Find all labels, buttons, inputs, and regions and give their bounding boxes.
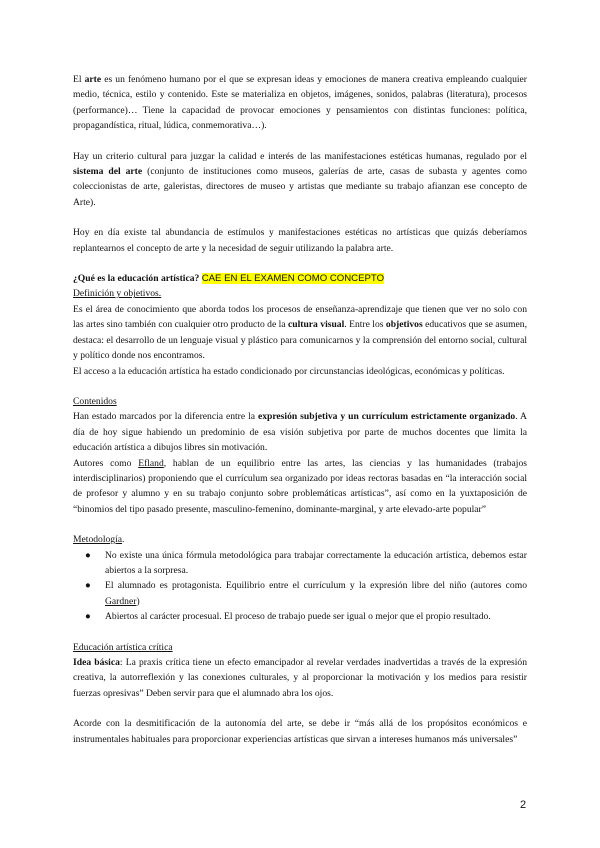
paragraph-idea-basica — [73, 655, 527, 701]
paragraph-arte — [73, 72, 527, 134]
page-number: 2 — [520, 799, 527, 811]
paragraph-hoy: Hoy en día existe tal abundancia de estímulos y manifestaciones estéticas no artísticas que quizás deberíamos replantearnos el concepto de arte y la necesidad de seguir utilizando la palabra arte. — [73, 227, 527, 254]
text: El — [73, 74, 85, 85]
text: es un fenómeno humano por el que se expresan ideas y emociones de manera creativa empleando cualquier medio, técnica, estilo y contenido. Este se materializa en objetos, imágenes, sonidos, palabras (literatura), procesos (performance)… Tiene la capacidad de provocar emociones y pensamientos con distintas funciones: política, propagandística, ritual, lúdica, conmemorativa…). — [73, 74, 527, 132]
text: educativos que se asumen, destaca: el desarrollo de un lenguaje visual y plástico para comunicarnos y la comprensión del entorno social, cultural y político donde nos encontramos. — [73, 319, 527, 362]
highlight-note: CAE EN EL EXAMEN COMO CONCEPTO — [201, 273, 385, 285]
bold-term: sistema del arte — [73, 166, 143, 178]
paragraph-criterio — [73, 149, 527, 211]
text: Autores como — [73, 457, 139, 469]
subheading-text: Metodología — [73, 534, 123, 546]
list-item — [85, 548, 527, 579]
bullet-icon: ● — [85, 549, 91, 561]
text: El alumnado es protagonista. Equilibrio entre el currículum y la expresión libre del niño (autores como — [105, 580, 527, 592]
paragraph-efland — [73, 456, 527, 518]
text: ) — [136, 595, 140, 607]
metodologia-list — [73, 548, 527, 625]
subheading-definicion: Definición y objetivos. — [73, 288, 162, 300]
bold-term: cultura visual — [288, 319, 345, 331]
section-title-educacion — [73, 271, 527, 286]
text: . A día de hoy sigue habiendo un predominio de esa visión subjetiva por parte de muchos docentes que limita la educación artística a dibujos libres sin motivación. — [73, 411, 527, 454]
paragraph-contenidos — [73, 409, 527, 455]
paragraph-desmitificacion: Acorde con la desmitificación de la autonomía del arte, se debe ir “más allá de los propósitos económicos e instrumentales habituales para proporcionar experiencias artísticas que sirvan a intereses humanos más universales” — [73, 718, 527, 745]
subheading-contenidos: Contenidos — [73, 395, 117, 407]
list-item — [85, 578, 527, 609]
bold-term: arte — [84, 74, 102, 85]
paragraph-acceso: El acceso a la educación artística ha estado condicionado por circunstancias ideológicas, económicas y políticas. — [73, 365, 505, 377]
text: Han estado marcados por la diferencia entre la — [73, 411, 258, 423]
text: Hay un criterio cultural para juzgar la calidad e interés de las manifestaciones estéticas humanas, regulado por el — [73, 150, 527, 162]
text: . — [122, 534, 125, 546]
bullet-icon: ● — [85, 580, 91, 592]
paragraph-definicion — [73, 302, 527, 364]
text: (conjunto de instituciones como museos, galerías de arte, casas de subasta y agentes como coleccionistas de arte, galeristas, directores de museo y artistas que mediante su trabajo afianzan ese concepto de Arte). — [73, 166, 527, 208]
bold-term: objetivos — [385, 319, 423, 331]
page-content — [73, 72, 527, 747]
list-item — [85, 609, 527, 624]
text: Es el área de conocimiento que aborda todos los procesos de enseñanza-aprendizaje que tienen que ver no solo con las artes sino también con cualquier otro producto de la — [73, 303, 527, 331]
bold-term: expresión subjetiva y un currículum estrictamente organizado — [257, 411, 516, 423]
text: Abiertos al carácter procesual. El proceso de trabajo puede ser igual o mejor que el propio resultado. — [105, 611, 491, 623]
text: : La praxis crítica tiene un efecto emancipador al revelar verdades inadvertidas a través de la expresión creativa, la autorreflexión y las conexiones culturales, y al proporcionar la motivación y los medios para resistir fuerzas opresivas” Deben servir para que el alumnado abra los ojos. — [73, 657, 527, 699]
section-title: ¿Qué es la educación artística? — [73, 273, 200, 285]
text: , hablan de un equilibrio entre las artes, las ciencias y las humanidades (trabajos interdisciplinarios) proponiendo que el currículum sea organizado por ideas rectoras basadas en “la interacción social de profesor y alumno y en su trabajo conjunto sobre problemáticas artísticas”, así como en la yuxtaposición de “binomios del tipo pasado presente, masculino-femenino, dominante-marginal, y arte elevado-arte popular” — [73, 457, 527, 515]
subheading-metodologia — [73, 532, 527, 547]
author-name: Efland — [138, 457, 164, 469]
bold-term: Idea básica — [73, 657, 120, 668]
text: . Entre los — [344, 319, 386, 331]
bullet-icon: ● — [85, 611, 91, 623]
subheading-critica: Educación artística crítica — [73, 641, 173, 653]
text: No existe una única fórmula metodológica para trabajar correctamente la educación artística, debemos estar abiertos a la sorpresa. — [105, 549, 527, 576]
author-name: Gardner — [105, 595, 137, 607]
